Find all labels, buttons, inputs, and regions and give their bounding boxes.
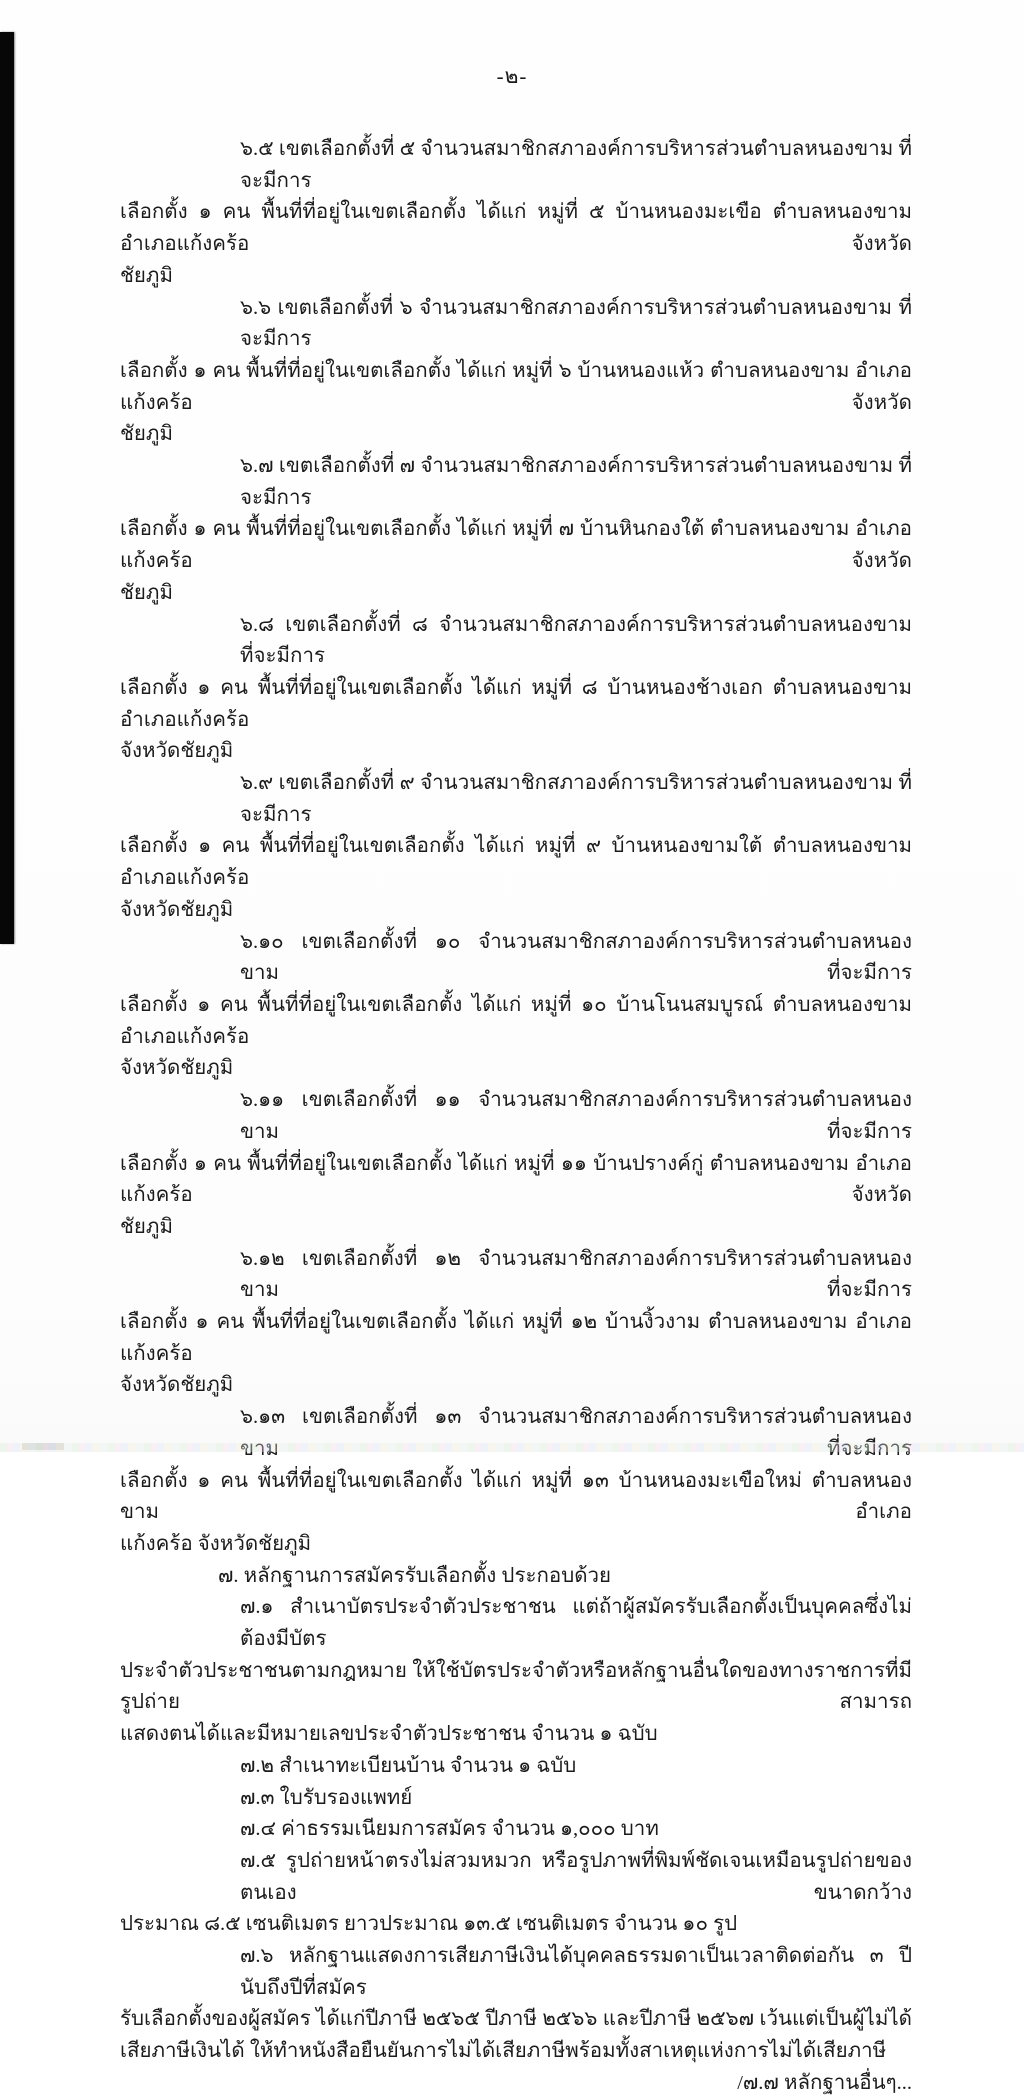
text-line: ๗.๒ สำเนาทะเบียนบ้าน จำนวน ๑ ฉบับ xyxy=(240,1754,577,1777)
text-line: ๗.๓ ใบรับรองแพทย์ xyxy=(240,1786,413,1809)
page-number: -๒- xyxy=(496,64,528,88)
text-line: ๖.๑๒ เขตเลือกตั้งที่ ๑๒ จำนวนสมาชิกสภาองค์การบริหารส่วนตำบลหนองขาม ที่จะมีการ xyxy=(240,1247,912,1302)
text-line: ๗.๕ รูปถ่ายหน้าตรงไม่สวมหมวก หรือรูปภาพที่พิมพ์ชัดเจนเหมือนรูปถ่ายของตนเอง ขนาดกว้าง xyxy=(240,1849,912,1904)
text-line: ๗.๑ สำเนาบัตรประจำตัวประชาชน แต่ถ้าผู้สมัครรับเลือกตั้งเป็นบุคคลซึ่งไม่ต้องมีบัตร xyxy=(240,1596,912,1651)
text-line: จังหวัดชัยภูมิ xyxy=(120,1374,234,1397)
text-line: ๖.๑๐ เขตเลือกตั้งที่ ๑๐ จำนวนสมาชิกสภาองค์การบริหารส่วนตำบลหนองขาม ที่จะมีการ xyxy=(240,930,912,985)
text-line: ชัยภูมิ xyxy=(120,264,173,287)
text-line: จังหวัดชัยภูมิ xyxy=(120,898,234,921)
text-line: ประมาณ ๘.๕ เซนติเมตร ยาวประมาณ ๑๓.๕ เซนติเมตร จำนวน ๑๐ รูป xyxy=(120,1913,738,1936)
text-line: เลือกตั้ง ๑ คน พื้นที่ที่อยู่ในเขตเลือกตั้ง ได้แก่ หมู่ที่ ๙ บ้านหนองขามใต้ ตำบลหนองขาม อำเภอแก้งคร้อ xyxy=(120,835,912,890)
text-line: จังหวัดชัยภูมิ xyxy=(120,740,234,763)
text-line: เลือกตั้ง ๑ คน พื้นที่ที่อยู่ในเขตเลือกตั้ง ได้แก่ หมู่ที่ ๕ บ้านหนองมะเขือ ตำบลหนองขาม อำเภอแก้งคร้อ จังหวัด xyxy=(120,201,912,256)
text-line: ชัยภูมิ xyxy=(120,423,173,446)
text-line: แก้งคร้อ จังหวัดชัยภูมิ xyxy=(120,1532,312,1555)
text-line: เลือกตั้ง ๑ คน พื้นที่ที่อยู่ในเขตเลือกตั้ง ได้แก่ หมู่ที่ ๑๒ บ้านงิ้วงาม ตำบลหนองขาม อำเภอแก้งคร้อ xyxy=(120,1311,912,1365)
text-line: ๗.๖ หลักฐานแสดงการเสียภาษีเงินได้บุคคลธรรมดาเป็นเวลาติดต่อกัน ๓ ปี นับถึงปีที่สมัคร xyxy=(240,1945,912,1999)
text-line: ๖.๖ เขตเลือกตั้งที่ ๖ จำนวนสมาชิกสภาองค์การบริหารส่วนตำบลหนองขาม ที่จะมีการ xyxy=(240,296,912,351)
text-line: เสียภาษีเงินได้ ให้ทำหนังสือยืนยันการไม่ได้เสียภาษีพร้อมทั้งสาเหตุแห่งการไม่ได้เสียภาษี xyxy=(120,2040,887,2063)
text-line: ชัยภูมิ xyxy=(120,1215,173,1238)
text-line: ๗.๔ ค่าธรรมเนียมการสมัคร จำนวน ๑,๐๐๐ บาท xyxy=(240,1818,659,1841)
text-line: ชัยภูมิ xyxy=(120,581,173,604)
document-content xyxy=(120,134,912,2100)
text-line: เลือกตั้ง ๑ คน พื้นที่ที่อยู่ในเขตเลือกตั้ง ได้แก่ หมู่ที่ ๑๓ บ้านหนองมะเขือใหม่ ตำบลหนองขาม อำเภอ xyxy=(120,1469,912,1524)
scan-noise-artifact xyxy=(0,1443,1024,1452)
text-line: รับเลือกตั้งของผู้สมัคร ได้แก่ปีภาษี ๒๕๖๕ ปีภาษี ๒๕๖๖ และปีภาษี ๒๕๖๗ เว้นแต่เป็นผู้ไม่ได้ xyxy=(120,2008,912,2031)
text-line: ๖.๗ เขตเลือกตั้งที่ ๗ จำนวนสมาชิกสภาองค์การบริหารส่วนตำบลหนองขาม ที่จะมีการ xyxy=(240,455,912,509)
text-line: ๖.๘ เขตเลือกตั้งที่ ๘ จำนวนสมาชิกสภาองค์การบริหารส่วนตำบลหนองขาม ที่จะมีการ xyxy=(240,613,912,668)
text-line: ๖.๕ เขตเลือกตั้งที่ ๕ จำนวนสมาชิกสภาองค์การบริหารส่วนตำบลหนองขาม ที่จะมีการ xyxy=(240,138,912,192)
text-line: เลือกตั้ง ๑ คน พื้นที่ที่อยู่ในเขตเลือกตั้ง ได้แก่ หมู่ที่ ๗ บ้านหินกองใต้ ตำบลหนองขาม อำเภอแก้งคร้อ จังหวัด xyxy=(120,518,912,573)
text-line: เลือกตั้ง ๑ คน พื้นที่ที่อยู่ในเขตเลือกตั้ง ได้แก่ หมู่ที่ ๑๐ บ้านโนนสมบูรณ์ ตำบลหนองขาม อำเภอแก้งคร้อ xyxy=(120,993,912,1048)
text-line: ประจำตัวประชาชนตามกฎหมาย ให้ใช้บัตรประจำตัวหรือหลักฐานอื่นใดของทางราชการที่มีรูปถ่าย สามารถ xyxy=(120,1659,912,1714)
text-line: ๖.๙ เขตเลือกตั้งที่ ๙ จำนวนสมาชิกสภาองค์การบริหารส่วนตำบลหนองขาม ที่จะมีการ xyxy=(240,772,912,826)
text-line: เลือกตั้ง ๑ คน พื้นที่ที่อยู่ในเขตเลือกตั้ง ได้แก่ หมู่ที่ ๖ บ้านหนองแห้ว ตำบลหนองขาม อำเภอแก้งคร้อ จังหวัด xyxy=(120,359,912,414)
text-line: เลือกตั้ง ๑ คน พื้นที่ที่อยู่ในเขตเลือกตั้ง ได้แก่ หมู่ที่ ๑๑ บ้านปรางค์กู่ ตำบลหนองขาม อำเภอแก้งคร้อ จังหวัด xyxy=(120,1152,912,1207)
scanner-edge-artifact xyxy=(0,32,14,944)
text-line: ๖.๑๑ เขตเลือกตั้งที่ ๑๑ จำนวนสมาชิกสภาองค์การบริหารส่วนตำบลหนองขาม ที่จะมีการ xyxy=(240,1089,912,1143)
continuation-note: /๗.๗ หลักฐานอื่นๆ... xyxy=(737,2071,912,2094)
text-line: เลือกตั้ง ๑ คน พื้นที่ที่อยู่ในเขตเลือกตั้ง ได้แก่ หมู่ที่ ๘ บ้านหนองช้างเอก ตำบลหนองขาม อำเภอแก้งคร้อ xyxy=(120,676,912,731)
text-line: แสดงตนได้และมีหมายเลขประจำตัวประชาชน จำนวน ๑ ฉบับ xyxy=(120,1723,658,1746)
document-body xyxy=(120,134,912,2068)
text-line: ๗. หลักฐานการสมัครรับเลือกตั้ง ประกอบด้วย xyxy=(218,1564,612,1587)
text-line: ๖.๑๓ เขตเลือกตั้งที่ ๑๓ จำนวนสมาชิกสภาองค์การบริหารส่วนตำบลหนองขาม ที่จะมีการ xyxy=(240,1406,912,1460)
text-line: จังหวัดชัยภูมิ xyxy=(120,1057,234,1080)
